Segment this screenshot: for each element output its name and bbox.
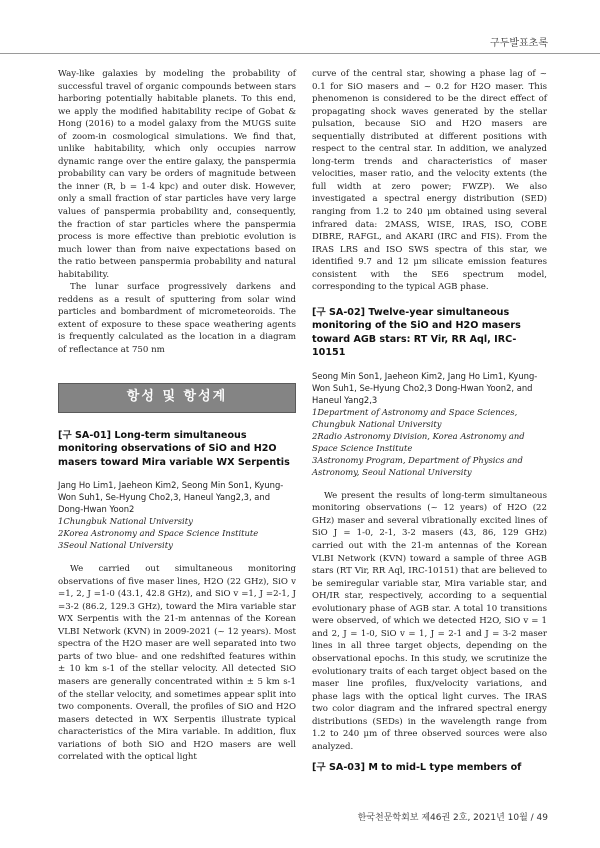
left-column (58, 68, 296, 764)
abstract-body-sa02: We present the results of long-term simultaneous monitoring observations (~ 12 years) of H2O (22 GHz) maser and several vibrationally excited lines of SiO J = 1-0, 2-1, 3-2 masers (43, 86, 129 GHz) carried out with the 21-m antennas of the Korean VLBI Network (KVN) toward a sample of three AGB stars (RT Vir, RR Aql, IRC-10151) that are believed to be semiregular variable star, Mira variable star, and OH/IR star, respectively, according to a sequential evolutionary phase of AGB star. A total 10 transitions were observed, of which we detected H2O, SiO v = 1 and 2, J = 1-0, SiO v = 1, J = 2-1 and J = 3-2 maser lines in all three target objects, depending on the observational epochs. In this study, we scrutinize the evolutionary traits of each target object based on the maser line profiles, flux/velocity variations, and phase lags with the optical light curves. The IRAS two color diagram and the infrared spectral energy distributions (SEDs) in the wavelength range from 1.2 to 240 μm of three observed sources were also analyzed. (312, 490, 547, 752)
affiliation: 1Chungbuk National University (58, 516, 193, 527)
header-divider (0, 53, 600, 54)
affiliation: 3Seoul National University (58, 540, 173, 551)
affiliation: 2Korea Astronomy and Space Science Institute (58, 528, 259, 539)
page-footer: 한국천문학회보 제46권 2호, 2021년 10월 / 49 (357, 813, 548, 823)
abstract-title-sa03: [구 SA-03] M to mid-L type members of (312, 762, 522, 774)
affiliation: 1Department of Astronomy and Space Sciences, Chungbuk National University (312, 406, 518, 429)
abstract-body-sa01: We carried out simultaneous monitoring observations of five maser lines, H2O (22 GHz), SiO v =1, 2, J =1-0 (43.1, 42.8 GHz), and SiO v =1, J =2-1, J =3-2 (86.2, 129.3 GHz), toward the Mira variable star WX Serpentis with the 21-m antennas of the Korean VLBI Network (KVN) in 2009-2021 (~ 12 years). Most spectra of the H2O maser are well separated into two parts of two blue- and one redshifted features within ± 10 km s-1 of the stellar velocity. All detected SiO masers are generally concentrated within ± 5 km s-1 of the stellar velocity, and sometimes appear split into two components. Overall, the profiles of SiO and H2O masers detected in WX Serpentis illustrate typical characteristics of the Mira variable. In addition, flux variations of both SiO and H2O masers are well correlated with the optical light (58, 564, 296, 763)
affiliation: 2Radio Astronomy Division, Korea Astronomy and Space Science Institute (312, 430, 525, 453)
intro-paragraph: The lunar surface progressively darkens and reddens as a result of sputtering from solar wind particles and bombardment of micrometeoroids. The extent of exposure to these space weathering agents is frequently calculated as the location in a diagram of reflectance at 750 nm (58, 282, 296, 356)
section-heading-box (58, 383, 296, 413)
section-heading: 항성 및 항성계 (126, 389, 228, 405)
right-column (312, 68, 547, 785)
author-list-sa02: Seong Min Son1, Jaeheon Kim2, Jang Ho Lim1, Kyung-Won Suh1, Se-Hyung Cho2,3 Dong-Hwan Yoon2, and Haneul Yang2,3 (312, 370, 538, 405)
intro-paragraph: Way-like galaxies by modeling the probability of successful travel of organic compounds between stars harboring potentially habitable planets. To this end, we apply the modified habitability recipe of Gobat & Hong (2016) to a model galaxy from the MUGS suite of zoom-in cosmological simulations. We find that, unlike habitability, which only occupies narrow dynamic range over the entire galaxy, the panspermia probability can vary be orders of magnitude between the inner (R, b = 1-4 kpc) and outer disk. However, only a small fraction of star particles have very large values of panspermia probability and, consequently, the fraction of star particles where the panspermia process is more effective than prebiotic evolution is much lower than from naive expectations based on the ratio between panspermia probability and natural habitability. (58, 69, 296, 280)
author-list-sa01: Jang Ho Lim1, Jaeheon Kim2, Seong Min Son1, Kyung-Won Suh1, Se-Hyung Cho2,3, Haneul Yang2,3, and Dong-Hwan Yoon2 (58, 480, 284, 515)
section-label: 구두발표초록 (490, 38, 548, 49)
abstract-title-sa01: [구 SA-01] Long-term simultaneous monitoring observations of SiO and H2O masers toward Mira variable WX Serpentis (58, 429, 290, 468)
affiliation: 3Astronomy Program, Department of Physics and Astronomy, Seoul National University (312, 454, 523, 477)
abstract-title-sa02: [구 SA-02] Twelve-year simultaneous monitoring of the SiO and H2O masers toward AGB stars: RT Vir, RR Aql, IRC-10151 (312, 306, 521, 359)
abstract-body-sa01-continued: curve of the central star, showing a phase lag of ~ 0.1 for SiO masers and ~ 0.2 for H2O maser. This phenomenon is considered to be the direct effect of propagating shock waves generated by the stellar pulsation, because SiO and H2O masers are sequentially distributed at different positions with respect to the central star. In addition, we analyzed long-term trends and characteristics of maser velocities, maser ratio, and the velocity extents (the full width at zero power; FWZP). We also investigated a spectral energy distribution (SED) ranging from 1.2 to 240 μm obtained using several infrared data: 2MASS, WISE, IRAS, ISO, COBE DIBRE, RAFGL, and AKARI (IRC and FIS). From the IRAS LRS and ISO SWS spectra of this star, we identified 9.7 and 12 μm silicate emission features consistent with the SE6 spectrum model, corresponding to the typical AGB phase. (312, 69, 547, 293)
